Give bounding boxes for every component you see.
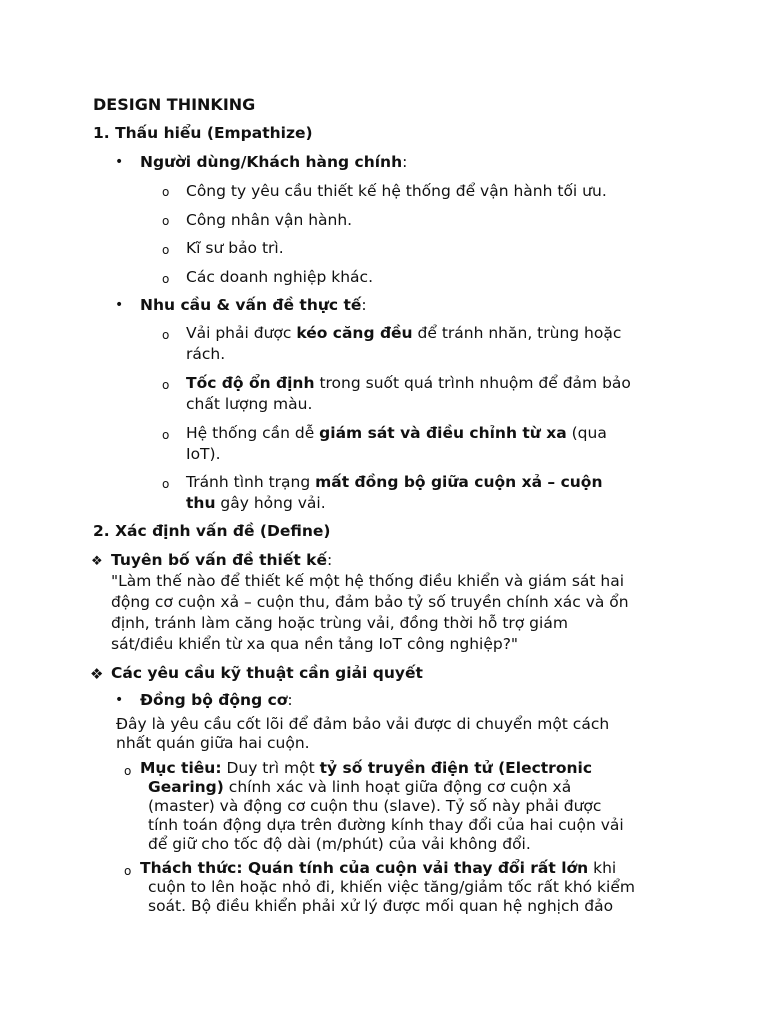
goal-paragraph xyxy=(140,759,624,854)
text: để tránh nhăn, trùng hoặc xyxy=(412,324,622,342)
bold-text: tỷ số truyền điện tử (Electronic xyxy=(319,759,593,777)
users-label: Người dùng/Khách hàng chính xyxy=(140,153,403,171)
users-bullet xyxy=(140,152,407,173)
text: rách. xyxy=(186,345,226,363)
text: cuộn to lên hoặc nhỏ đi, khiến việc tăng/giảm tốc rất khó kiểm xyxy=(148,878,635,896)
need-item-3 xyxy=(186,423,607,465)
circle-bullet: o xyxy=(162,214,170,228)
text: trong suốt quá trình nhuộm để đảm bảo xyxy=(314,374,631,392)
circle-bullet: o xyxy=(124,764,132,778)
goal-label: Mục tiêu: xyxy=(140,759,222,777)
requirements-heading: Các yêu cầu kỹ thuật cần giải quyết xyxy=(111,664,423,682)
text: Duy trì một xyxy=(221,759,320,777)
need-item-1 xyxy=(186,323,621,365)
text: (qua xyxy=(566,424,607,442)
bold-text: Gearing) xyxy=(148,778,224,796)
document-title: DESIGN THINKING xyxy=(93,95,256,114)
bold-text: mất đồng bộ giữa cuộn xả – cuộn xyxy=(315,473,603,491)
text: Tránh tình trạng xyxy=(186,473,316,491)
text: Đây là yêu cầu cốt lõi để đảm bảo vải được di chuyển một cách xyxy=(116,715,610,733)
bold-text: Tốc độ ổn định xyxy=(186,374,315,392)
sync-bullet xyxy=(140,690,293,711)
text: gây hỏng vải. xyxy=(215,494,326,512)
text: Hệ thống cần dễ xyxy=(186,424,320,442)
text: (master) và động cơ cuộn thu (slave). Tỷ số này phải được xyxy=(148,797,602,815)
bold-text: giám sát và điều chỉnh từ xa xyxy=(319,424,567,442)
section-2-heading: 2. Xác định vấn đề (Define) xyxy=(93,522,331,540)
text: chính xác và linh hoạt giữa động cơ cuộn xả xyxy=(223,778,572,796)
list-item: Các doanh nghiệp khác. xyxy=(186,268,374,286)
need-item-4 xyxy=(186,472,602,514)
challenge-paragraph xyxy=(140,859,635,916)
text: soát. Bộ điều khiển phải xử lý được mối quan hệ nghịch đảo xyxy=(148,897,614,915)
challenge-label: Thách thức: xyxy=(140,859,243,877)
text: chất lượng màu. xyxy=(186,395,313,413)
diamond-filled-bullet: ❖ xyxy=(90,665,104,683)
statement-colon: : xyxy=(327,551,333,569)
list-item: Công ty yêu cầu thiết kế hệ thống để vận hành tối ưu. xyxy=(186,182,607,200)
section-1-heading: 1. Thấu hiểu (Empathize) xyxy=(93,124,313,142)
bullet-dot: • xyxy=(115,154,124,170)
list-item: Công nhân vận hành. xyxy=(186,211,353,229)
bold-text: thu xyxy=(186,494,216,512)
statement-line: sát/điều khiển từ xa qua nền tảng IoT công nghiệp?" xyxy=(111,635,519,653)
text: tính toán động dựa trên đường kính thay đổi của hai cuộn vải xyxy=(148,816,624,834)
circle-bullet: o xyxy=(162,185,170,199)
text: để giữ cho tốc độ dài (m/phút) của vải không đổi. xyxy=(148,835,531,853)
bold-text: Quán tính của cuộn vải thay đổi rất lớn xyxy=(242,859,589,877)
statement-line: động cơ cuộn xả – cuộn thu, đảm bảo tỷ số truyền chính xác và ổn xyxy=(111,593,629,611)
needs-colon: : xyxy=(361,296,367,314)
circle-bullet: o xyxy=(124,864,132,878)
text: nhất quán giữa hai cuộn. xyxy=(116,734,310,752)
statement-line: "Làm thế nào để thiết kế một hệ thống điều khiển và giám sát hai xyxy=(111,572,625,590)
needs-label: Nhu cầu & vấn đề thực tế xyxy=(140,296,362,314)
circle-bullet: o xyxy=(162,272,170,286)
circle-bullet: o xyxy=(162,428,170,442)
sync-label: Đồng bộ động cơ xyxy=(140,691,288,709)
statement-label: Tuyên bố vấn đề thiết kế xyxy=(111,551,327,569)
need-item-2 xyxy=(186,373,631,415)
bullet-dot: • xyxy=(115,692,124,708)
list-item: Kĩ sư bảo trì. xyxy=(186,239,284,257)
text: Vải phải được xyxy=(186,324,297,342)
problem-statement xyxy=(111,550,629,655)
statement-line: định, tránh làm căng hoặc trùng vải, đồng thời hỗ trợ giám xyxy=(111,614,568,632)
text: IoT). xyxy=(186,445,221,463)
circle-bullet: o xyxy=(162,243,170,257)
sync-colon: : xyxy=(287,691,293,709)
diamond-outline-bullet: ❖ xyxy=(91,554,103,569)
circle-bullet: o xyxy=(162,477,170,491)
bold-text: kéo căng đều xyxy=(296,324,413,342)
needs-bullet xyxy=(140,295,367,316)
circle-bullet: o xyxy=(162,378,170,392)
bullet-dot: • xyxy=(115,297,124,313)
text: khi xyxy=(588,859,617,877)
circle-bullet: o xyxy=(162,328,170,342)
users-colon: : xyxy=(402,153,408,171)
sync-description xyxy=(116,715,609,753)
